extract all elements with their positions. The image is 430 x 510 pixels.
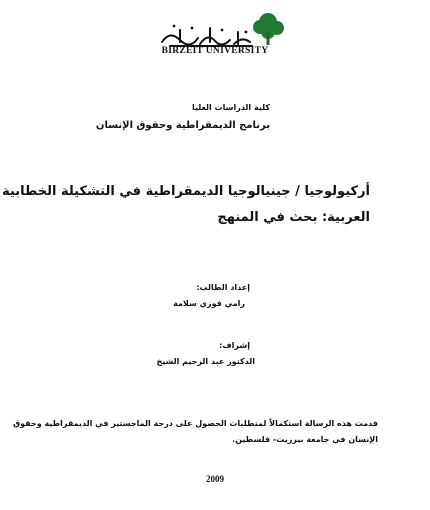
year: 2009 [206, 474, 224, 484]
supervisor-name: الدكتور عبد الرحيم الشيخ [156, 357, 255, 366]
birzeit-university-logo [150, 8, 300, 66]
faculty-name: كلية الدراسات العليا [191, 103, 270, 112]
prepared-by-label: إعداد الطالب: [196, 283, 250, 292]
thesis-statement-line-2: الإنسان في جامعة بيرزيت- فلسطين. [232, 435, 378, 444]
thesis-title-line-1: أركيولوجيا / جينيالوجيا الديمقراطية في التشكيلة الخطابية [2, 184, 370, 199]
student-name: رامي فوزي سلامة [173, 299, 245, 308]
supervision-label: إشراف: [219, 341, 250, 350]
thesis-statement-line-1: قدمت هذه الرسالة استكمالاً لمتطلبات الحصول على درجة الماجستير في الديمقراطية وحقوق [13, 419, 378, 428]
thesis-title-line-2: العربية: بحث في المنهج [217, 210, 370, 225]
program-name: برنامج الديمقراطية وحقوق الإنسان [95, 120, 270, 131]
university-name-english: BIRZEIT UNIVERSITY [161, 46, 269, 56]
